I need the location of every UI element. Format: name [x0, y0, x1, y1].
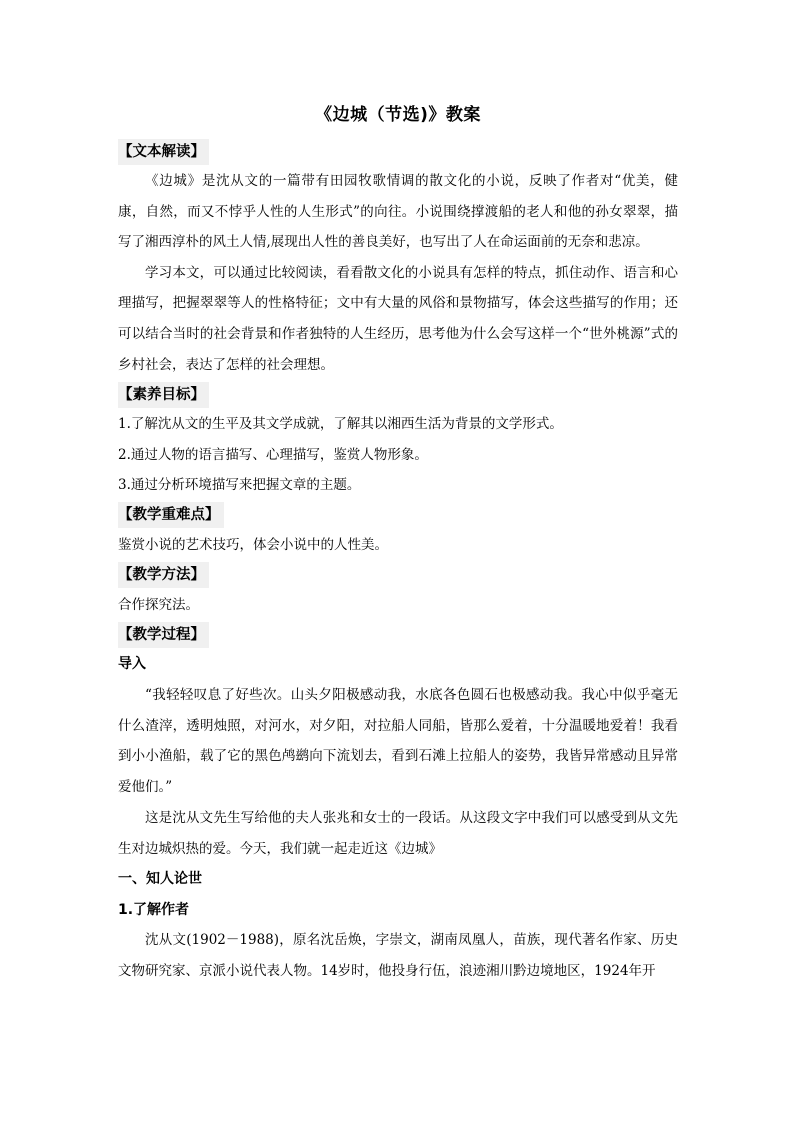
goal-item-3: 3.通过分析环境描写来把握文章的主题。: [118, 477, 361, 494]
sub1-heading: 1.了解作者: [118, 901, 190, 918]
section-header-goals: 【素养目标】: [118, 382, 209, 408]
document-content: [118, 100, 678, 986]
key-points-text: 鉴赏小说的艺术技巧，体会小说中的人性美。: [118, 536, 388, 553]
section-header-row-process: [118, 620, 678, 649]
section-header-row-method: [118, 561, 678, 590]
section-header-reading: 【文本解读】: [118, 139, 209, 165]
section-header-row-key-points: [118, 501, 678, 530]
reading-paragraph-2: 学习本文，可以通过比较阅读，看看散文化的小说具有怎样的特点，抓住动作、语言和心理描写，把握翠翠等人的性格特征；文中有大量的风俗和景物描写，体会这些描写的作用；还可以结合当时的社会背景和作者独特的人生经历，思考他为什么会写这样一个“世外桃源”式的乡村社会，表达了怎样的社会理想。: [118, 264, 678, 373]
section-header-method: 【教学方法】: [118, 562, 209, 588]
intro-heading: 导入: [118, 656, 146, 673]
section-header-row-reading: [118, 137, 678, 166]
goal-item-2: 2.通过人物的语言描写、心理描写，鉴赏人物形象。: [118, 446, 428, 463]
intro-followup: 这是沈从文先生写给他的夫人张兆和女士的一段话。从这段文字中我们可以感受到从文先生对边城炽热的爱。今天，我们就一起走近这《边城》: [118, 809, 678, 857]
goal-item-1: 1.了解沈从文的生平及其文学成就，了解其以湘西生活为背景的文学形式。: [118, 416, 563, 433]
section-header-row-goals: [118, 380, 678, 409]
reading-paragraph-1: 《边城》是沈从文的一篇带有田园牧歌情调的散文化的小说，反映了作者对“优美，健康，自然，而又不悖乎人性的人生形式”的向往。小说围绕撑渡船的老人和他的孙女翠翠，描写了湘西淳朴的风土人情,展现出人性的善良美好，也写出了人在命运面前的无奈和悲凉。: [118, 173, 678, 251]
document-title: 《边城（节选)》教案: [315, 105, 481, 125]
intro-quote: “我轻轻叹息了好些次。山头夕阳极感动我，水底各色圆石也极感动我。我心中似乎毫无什么渣滓，透明烛照，对河水，对夕阳，对拉船人同船，皆那么爱着，十分温暖地爱着！我看到小小渔船，载了它的黑色鸬鹚向下流划去，看到石滩上拉船人的姿势，我皆异常感动且异常爱他们。”: [118, 686, 678, 796]
author-paragraph: 沈从文(1902－1988)，原名沈岳焕，字崇文，湖南凤凰人，苗族，现代著名作家、历史文物研究家、京派小说代表人物。14岁时，他投身行伍，浪迹湘川黔边境地区，1924年开: [118, 932, 678, 979]
section-header-process: 【教学过程】: [118, 622, 209, 648]
part1-heading: 一、知人论世: [118, 871, 202, 888]
method-text: 合作探究法。: [118, 596, 199, 613]
section-header-key-points: 【教学重难点】: [118, 502, 224, 528]
